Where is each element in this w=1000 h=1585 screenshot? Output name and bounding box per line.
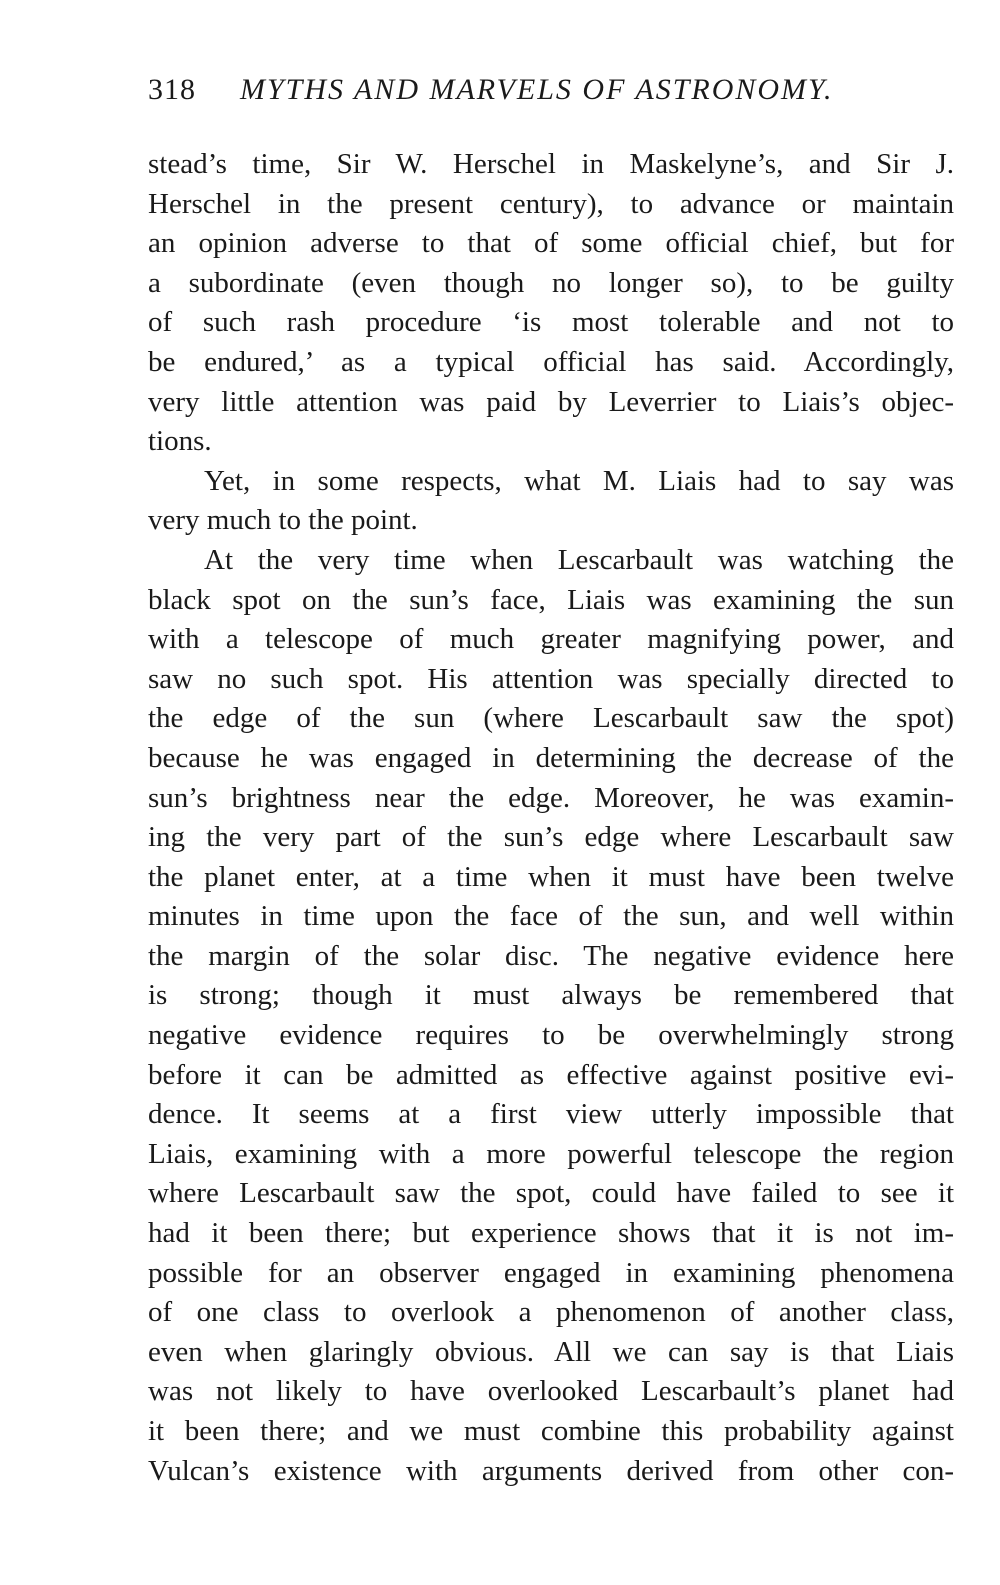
text-line: with a telescope of much greater magnifying power, and (148, 623, 954, 656)
text-line: even when glaringly obvious. All we can say is that Liais (148, 1335, 954, 1368)
body-text (148, 145, 954, 1491)
text-line: of one class to overlook a phenomenon of another class, (148, 1296, 954, 1329)
text-line: because he was engaged in determining the decrease of the (148, 741, 954, 774)
text-line: where Lescarbault saw the spot, could have failed to see it (148, 1177, 954, 1210)
page-number: 318 (148, 73, 196, 106)
text-line: was not likely to have overlooked Lescarbault’s planet had (148, 1375, 954, 1408)
text-line: stead’s time, Sir W. Herschel in Maskelyne’s, and Sir J. (148, 148, 954, 180)
text-line: be endured,’ as a typical official has said. Accordingly, (148, 345, 954, 378)
text-line: very much to the point. (148, 504, 418, 537)
text-line: the margin of the solar disc. The negative evidence here (148, 939, 954, 972)
text-line: very little attention was paid by Leverrier to Liais’s objec- (148, 385, 954, 418)
text-line: before it can be admitted as effective against positive evi- (148, 1058, 954, 1091)
text-line: Herschel in the present century), to advance or maintain (148, 187, 954, 220)
text-line: sun’s brightness near the edge. Moreover, he was examin- (148, 781, 954, 814)
text-line: ing the very part of the sun’s edge where Lescarbault saw (148, 821, 954, 854)
text-line: possible for an observer engaged in examining phenomena (148, 1256, 954, 1289)
text-line: a subordinate (even though no longer so), to be guilty (148, 266, 954, 299)
text-line: tions. (148, 425, 212, 458)
paragraph (148, 541, 954, 1491)
paragraph (148, 145, 954, 462)
running-head (148, 70, 954, 110)
text-line: is strong; though it must always be remembered that (148, 979, 954, 1012)
text-line: an opinion adverse to that of some official chief, but for (148, 227, 954, 260)
text-line: the planet enter, at a time when it must have been twelve (148, 860, 954, 893)
text-line: Yet, in some respects, what M. Liais had to say was (204, 464, 954, 497)
text-line: saw no such spot. His attention was specially directed to (148, 662, 954, 695)
text-line: Vulcan’s existence with arguments derived from other con- (148, 1454, 954, 1487)
running-title: MYTHS AND MARVELS OF ASTRONOMY. (240, 73, 834, 106)
text-line: had it been there; but experience shows that it is not im- (148, 1217, 954, 1250)
text-line: Liais, examining with a more powerful telescope the region (148, 1137, 954, 1170)
text-line: it been there; and we must combine this probability against (148, 1415, 954, 1447)
text-line: At the very time when Lescarbault was watching the (204, 543, 954, 576)
paragraph (148, 462, 954, 541)
text-line: negative evidence requires to be overwhelmingly strong (148, 1019, 954, 1052)
text-line: minutes in time upon the face of the sun, and well within (148, 900, 954, 933)
text-line: the edge of the sun (where Lescarbault saw the spot) (148, 702, 954, 735)
text-line: of such rash procedure ‘is most tolerable and not to (148, 306, 954, 339)
book-page (148, 70, 954, 1487)
text-line: black spot on the sun’s face, Liais was examining the sun (148, 583, 954, 616)
text-line: dence. It seems at a first view utterly impossible that (148, 1098, 954, 1131)
